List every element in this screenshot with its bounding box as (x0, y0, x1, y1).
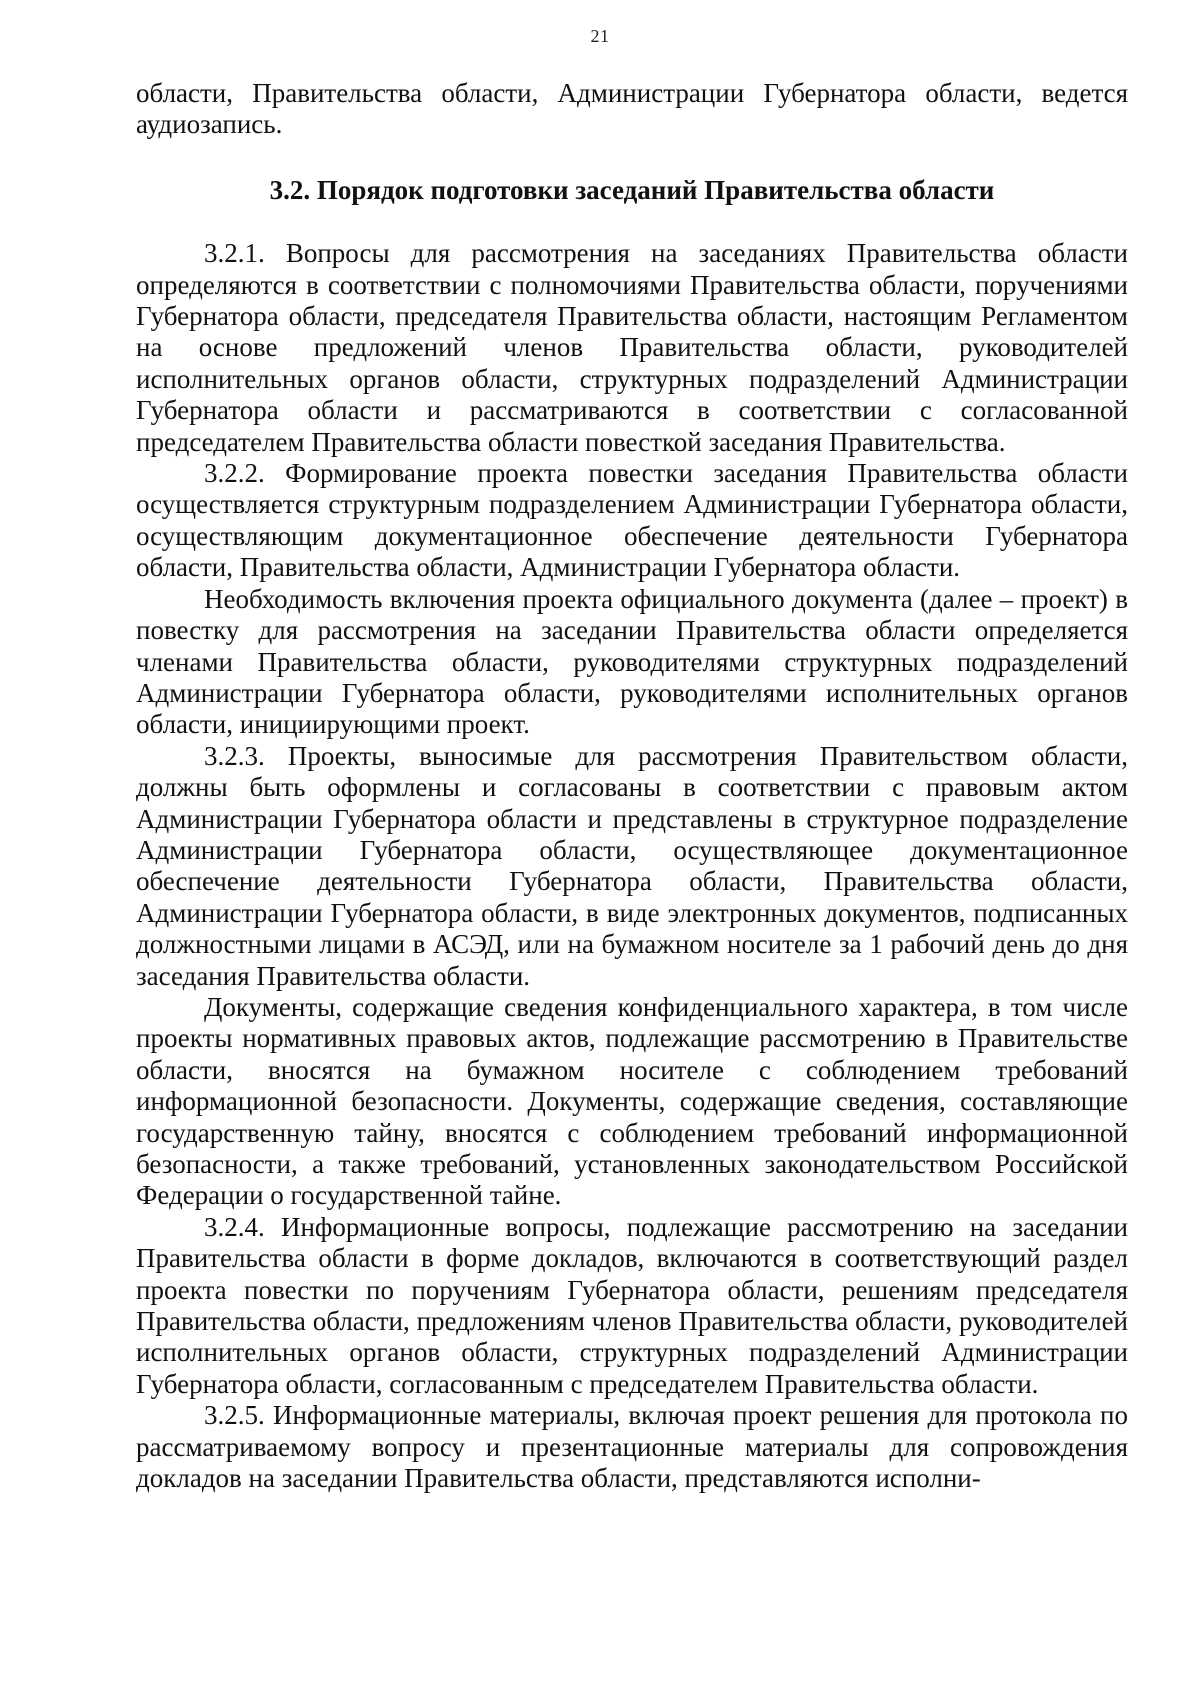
paragraph-3-2-3: 3.2.3. Проекты, выносимые для рассмотрения Правительством области, должны быть оформлены и согласованы в соответствии с правовым актом Администрации Губернатора области и представлены в структурное подразделение Администрации Губернатора области, осуществляющее документационное обеспечение деятельности Губернатора области, Правительства области, Администрации Губернатора области, в виде электронных документов, подписанных должностными лицами в АСЭД, или на бумажном носителе за 1 рабочий день до дня заседания Правительства области. (136, 740, 1128, 991)
paragraph-3-2-5: 3.2.5. Информационные материалы, включая проект решения для протокола по рассматриваемому вопросу и презентационные материалы для сопровождения докладов на заседании Правительства области, представляются исполни- (136, 1400, 1128, 1494)
paragraph-confidential-documents: Документы, содержащие сведения конфиденциального характера, в том числе проекты нормативных правовых актов, подлежащие рассмотрению в Правительстве области, вносятся на бумажном носителе с соблюдением требований информационной безопасности. Документы, содержащие сведения, составляющие государственную тайну, вносятся с соблюдением требований информационной безопасности, а также требований, установленных законодательством Российской Федерации о государственной тайне. (136, 991, 1128, 1211)
section-heading: 3.2. Порядок подготовки заседаний Правительства области (269, 174, 995, 205)
page-number: 21 (590, 26, 610, 46)
document-body (136, 78, 1128, 1494)
paragraph-3-2-2: 3.2.2. Формирование проекта повестки заседания Правительства области осуществляется структурным подразделением Администрации Губернатора области, осуществляющим документационное обеспечение деятельности Губернатора области, Правительства области, Администрации Губернатора области. (136, 458, 1128, 583)
paragraph-3-2-1: 3.2.1. Вопросы для рассмотрения на заседаниях Правительства области определяются в соответствии с полномочиями Правительства области, поручениями Губернатора области, председателя Правительства области, настоящим Регламентом на основе предложений членов Правительства области, руководителей исполнительных органов области, структурных подразделений Администрации Губернатора области и рассматриваются в соответствии с согласованной председателем Правительства области повесткой заседания Правительства. (136, 238, 1128, 457)
paragraph-necessity: Необходимость включения проекта официального документа (далее – проект) в повестку для рассмотрения на заседании Правительства области определяется членами Правительства области, руководителями структурных подразделений Администрации Губернатора области, руководителями исполнительных органов области, инициирующими проект. (136, 583, 1128, 740)
paragraph-3-2-4: 3.2.4. Информационные вопросы, подлежащие рассмотрению на заседании Правительства области в форме докладов, включаются в соответствующий раздел проекта повестки по поручениям Губернатора области, решениям председателя Правительства области, предложениям членов Правительства области, руководителей исполнительных органов области, структурных подразделений Администрации Губернатора области, согласованным с председателем Правительства области. (136, 1211, 1128, 1399)
intro-paragraph: области, Правительства области, Администрации Губернатора области, ведется аудиозапись. (136, 78, 1128, 140)
